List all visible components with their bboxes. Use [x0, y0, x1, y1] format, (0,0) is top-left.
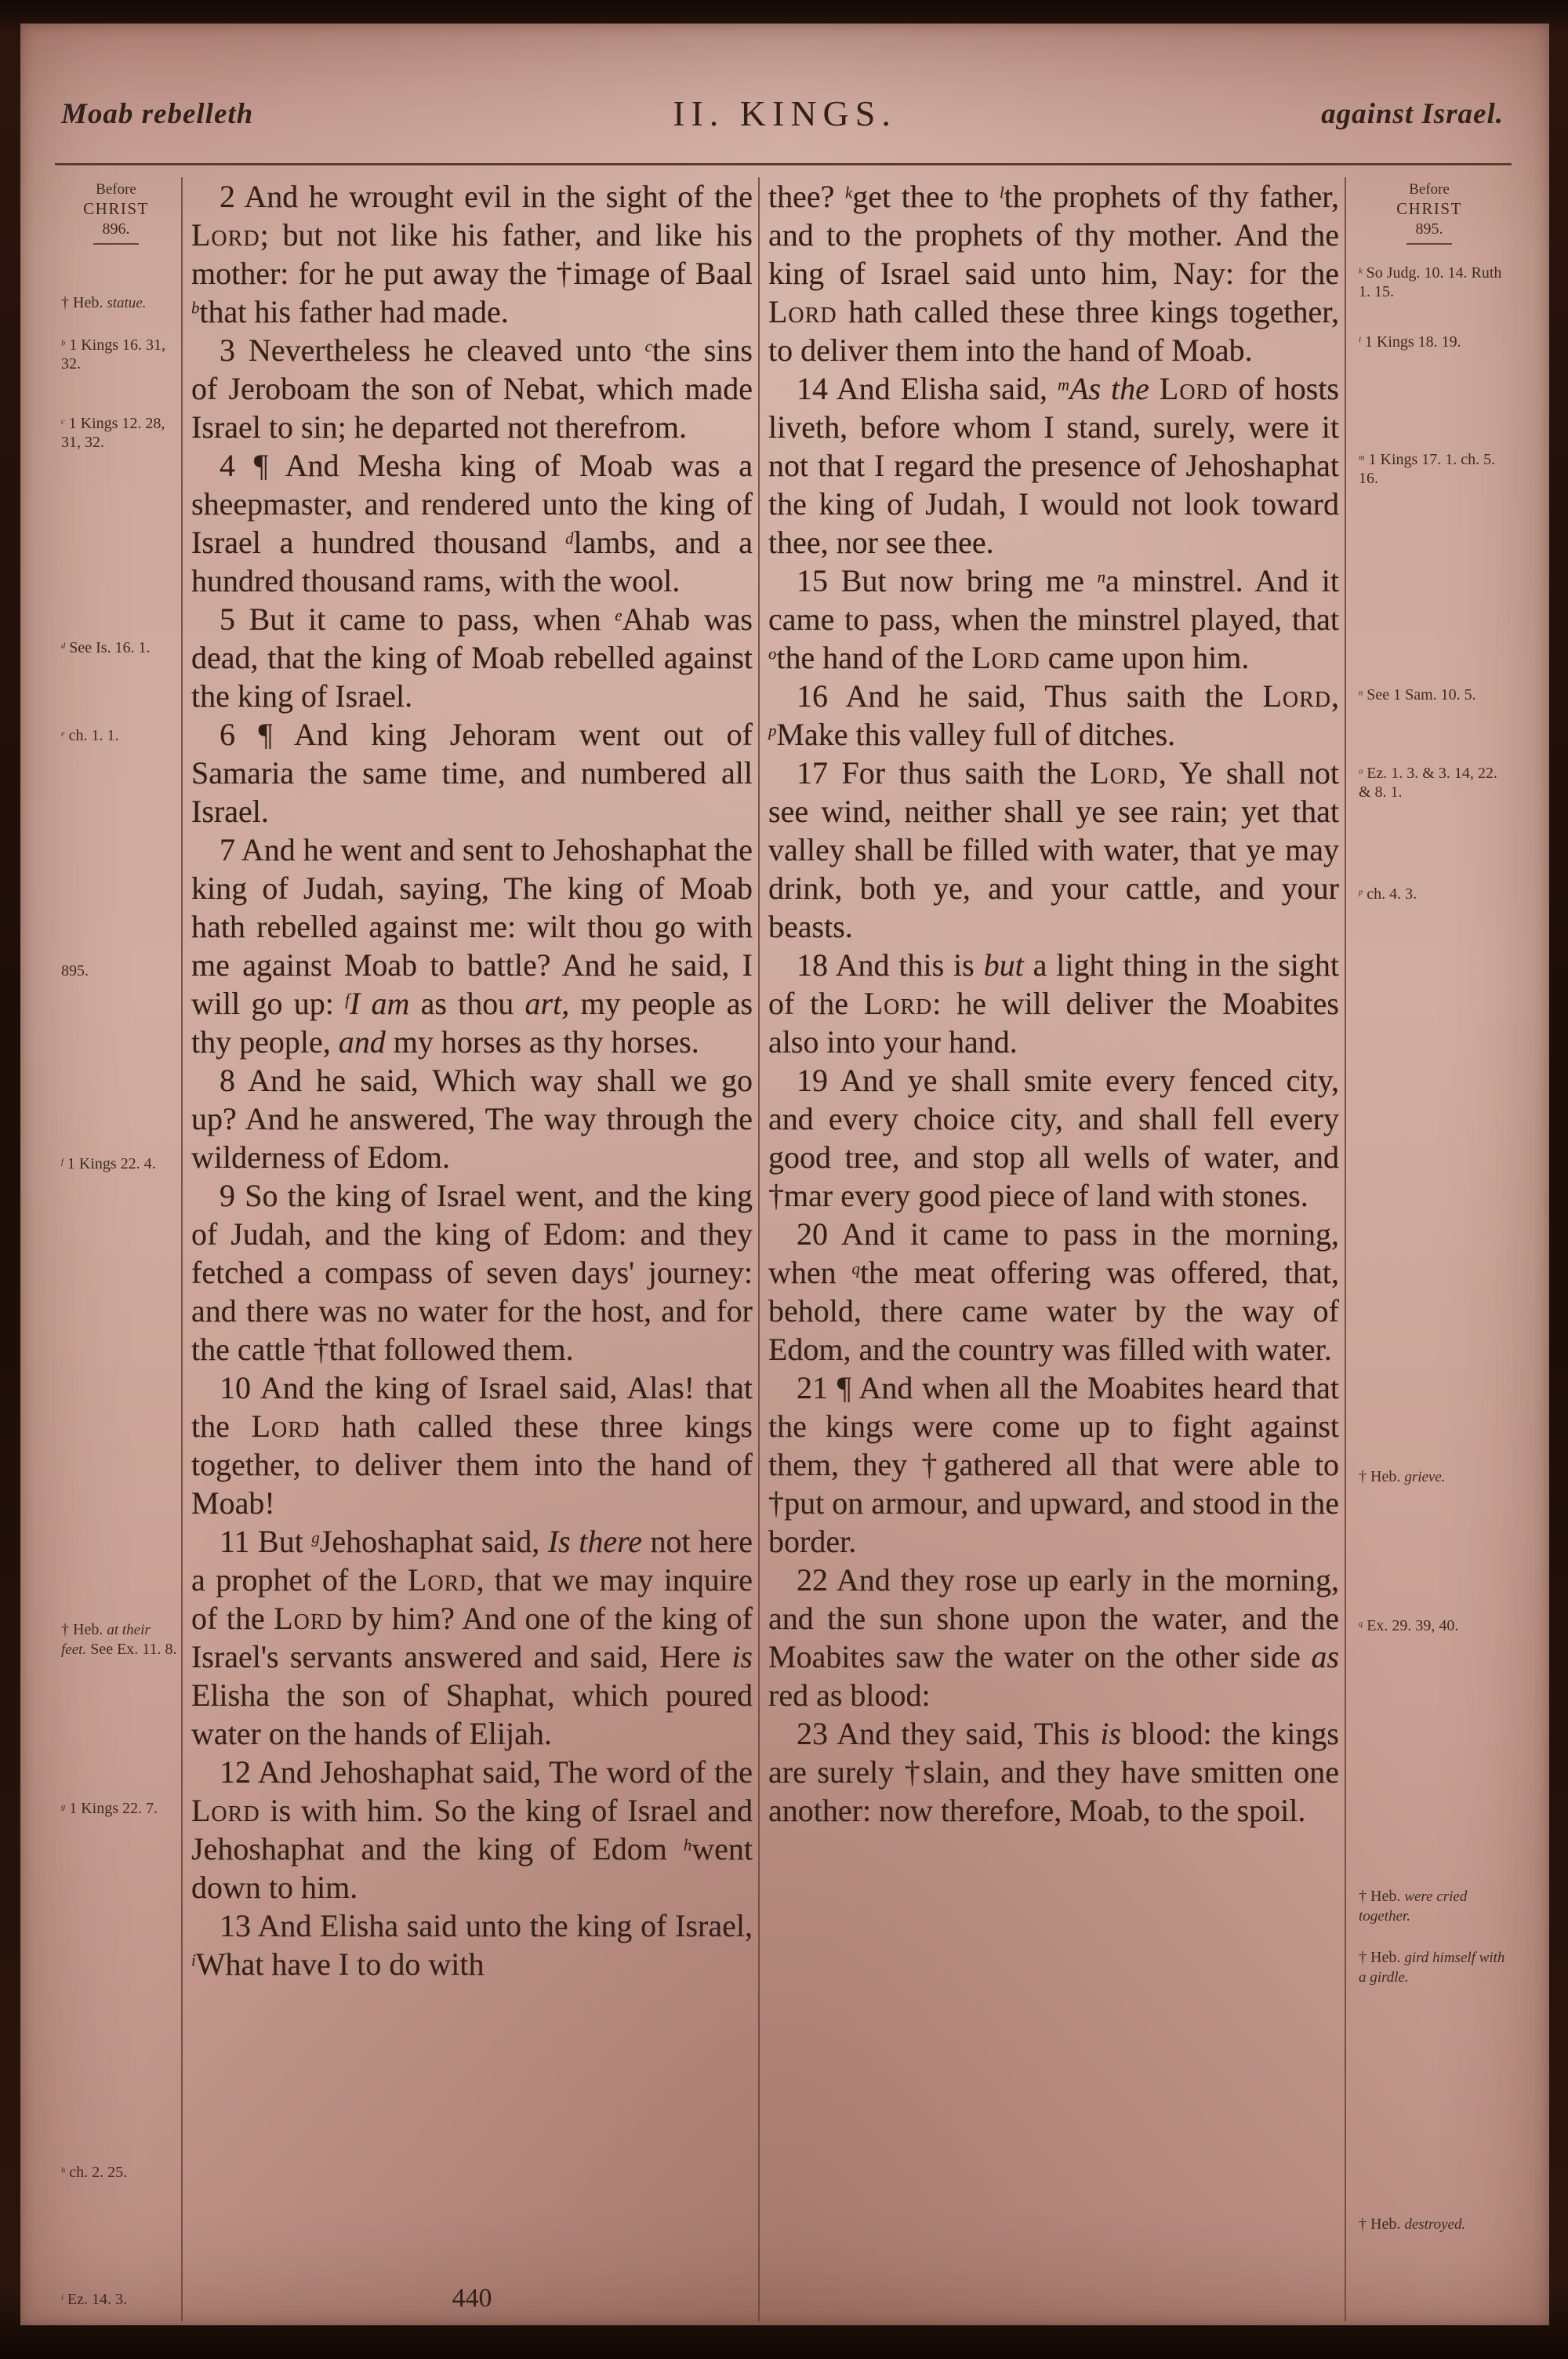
- verse-paragraph: 15 But now bring me $^n$a minstrel. And it came to pass, when the minstrel played, that $^o$the hand of the Lord came upon him.: [768, 563, 1339, 675]
- page-number: 440: [452, 2284, 492, 2313]
- margin-note: † Heb. grieve.: [1359, 1468, 1446, 1485]
- page-content: [20, 177, 1549, 2328]
- heading-rule: [93, 243, 139, 245]
- margin-note: $^l$ 1 Kings 18. 19.: [1359, 333, 1461, 351]
- verse-paragraph: 19 And ye shall smite every fenced city, and every choice city, and shall fell every good tree, and stop all wells of water, and †mar every good piece of land with stones.: [768, 1063, 1339, 1213]
- before-christ-heading-left: [55, 177, 177, 245]
- left-margin-column: [55, 177, 177, 2328]
- verse-paragraph: 5 But it came to pass, when $^e$Ahab was dead, that the king of Moab rebelled against the king of Israel.: [191, 602, 753, 714]
- verse-paragraph: 2 And he wrought evil in the sight of the Lord; but not like his father, and like his mother: for he put away the †image of Baal $^b$that his father had made.: [191, 179, 753, 329]
- verse-paragraph: 8 And he said, Which way shall we go up? And he answered, The way through the wilderness of Edom.: [191, 1063, 753, 1175]
- text-column-right: [768, 177, 1339, 1830]
- margin-note: $^i$ Ez. 14. 3.: [61, 2291, 127, 2308]
- running-head: [20, 93, 1549, 147]
- verse-paragraph: 12 And Jehoshaphat said, The word of the Lord is with him. So the king of Israel and Jehoshaphat and the king of Edom $^h$went down to him.: [191, 1754, 753, 1905]
- margin-note: † Heb. at their feet. See Ex. 11. 8.: [61, 1621, 177, 1658]
- verse-paragraph: 20 And it came to pass in the morning, when $^q$the meat offering was offered, that, behold, there came water by the way of Edom, and the country was filled with water.: [768, 1216, 1340, 1367]
- heading-rule: [1406, 243, 1452, 245]
- margin-note: $^m$ 1 Kings 17. 1. ch. 5. 16.: [1359, 451, 1496, 487]
- heading-line: 895.: [1415, 220, 1443, 238]
- verse-paragraph: 21 ¶ And when all the Moabites heard that the kings were come up to fight against them, they †gathered all that were able to †put on armour, and upward, and stood in the border.: [768, 1370, 1339, 1559]
- margin-note: $^n$ See 1 Sam. 10. 5.: [1359, 686, 1476, 703]
- margin-note: † Heb. were cried together.: [1359, 1888, 1468, 1925]
- margin-note: † Heb. gird himself with a girdle.: [1359, 1949, 1505, 1986]
- margin-note: $^e$ ch. 1. 1.: [61, 727, 119, 744]
- verse-paragraph: 6 ¶ And king Jehoram went out of Samaria the same time, and numbered all Israel.: [191, 717, 753, 829]
- verse-paragraph: 9 So the king of Israel went, and the king of Judah, and the king of Edom: and they fetched a compass of seven days' journey: and there was no water for the host, and for the cattle †that followed them.: [191, 1178, 753, 1367]
- right-margin-column: [1352, 177, 1506, 2328]
- margin-note: $^q$ Ex. 29. 39, 40.: [1359, 1617, 1459, 1634]
- verse-paragraph: 10 And the king of Israel said, Alas! that the Lord hath called these three kings together, to deliver them into the hand of Moab!: [191, 1370, 753, 1521]
- margin-note: $^f$ 1 Kings 22. 4.: [61, 1155, 156, 1172]
- heading-line: Before: [96, 181, 136, 198]
- verse-paragraph: 16 And he said, Thus saith the Lord, $^p$Make this valley full of ditches.: [768, 678, 1339, 752]
- verse-paragraph: 22 And they rose up early in the morning, and the sun shone upon the water, and the Moabites saw the water on the other side as red as blood:: [768, 1562, 1339, 1713]
- margin-note: † Heb. statue.: [61, 294, 147, 311]
- margin-note: $^d$ See Is. 16. 1.: [61, 639, 151, 656]
- verse-paragraph: 23 And they said, This is blood: the kings are surely †slain, and they have smitten one another: now therefore, Moab, to the spoil.: [768, 1716, 1339, 1828]
- running-head-left: Moab rebelleth: [61, 98, 254, 130]
- header-rule: [55, 163, 1512, 165]
- column-rule-center: [758, 177, 760, 2321]
- margin-note: † Heb. destroyed.: [1359, 2215, 1466, 2233]
- verse-paragraph: 18 And this is but a light thing in the sight of the Lord: he will deliver the Moabites also into your hand.: [768, 947, 1340, 1060]
- heading-line: 896.: [102, 220, 130, 238]
- verse-paragraph: 3 Nevertheless he cleaved unto $^c$the sins of Jeroboam the son of Nebat, which made Israel to sin; he departed not therefrom.: [191, 333, 753, 445]
- scanned-bible-page: [20, 24, 1549, 2325]
- verse-paragraph: 13 And Elisha said unto the king of Israel, $^i$What have I to do with: [191, 1908, 753, 1982]
- heading-line: Before: [1409, 181, 1450, 198]
- verse-paragraph: 7 And he went and sent to Jehoshaphat the king of Judah, saying, The king of Moab hath rebelled against me: wilt thou go with me against Moab to battle? And he said, I will go up: $^f$I am as thou art, my people as thy people, and my horses as thy horses.: [191, 832, 753, 1060]
- margin-note: $^o$ Ez. 1. 3. & 3. 14, 22. & 8. 1.: [1359, 765, 1497, 801]
- margin-note: $^p$ ch. 4. 3.: [1359, 885, 1417, 903]
- verse-paragraph: 14 And Elisha said, $^m$As the Lord of hosts liveth, before whom I stand, surely, were it not that I regard the presence of Jehoshaphat the king of Judah, I would not look toward thee, nor see thee.: [768, 371, 1339, 560]
- margin-note: $^k$ So Judg. 10. 14. Ruth 1. 15.: [1359, 264, 1502, 300]
- running-head-right: against Israel.: [1321, 98, 1504, 130]
- verse-paragraph: 11 But $^g$Jehoshaphat said, Is there not here a prophet of the Lord, that we may inquire of the Lord by him? And one of the king of Israel's servants answered and said, Here is Elisha the son of Shaphat, which poured water on the hands of Elijah.: [191, 1524, 753, 1751]
- column-rule-right: [1345, 177, 1346, 2321]
- running-head-title: II. KINGS.: [673, 93, 897, 133]
- column-rule-left: [181, 177, 183, 2321]
- margin-note: $^b$ 1 Kings 16. 31, 32.: [61, 336, 165, 373]
- verse-paragraph: thee? $^k$get thee to $^l$the prophets of thy father, and to the prophets of thy mother. And the king of Israel said unto him, Nay: for the Lord hath called these three kings together, to deliver them into the hand of Moab.: [768, 179, 1340, 368]
- heading-line: CHRIST: [83, 199, 149, 218]
- heading-line: CHRIST: [1396, 199, 1462, 218]
- margin-note: $^c$ 1 Kings 12. 28, 31, 32.: [61, 415, 165, 451]
- text-column-left: [191, 177, 753, 1983]
- before-christ-heading-right: [1352, 177, 1506, 245]
- margin-note: $^g$ 1 Kings 22. 7.: [61, 1800, 158, 1817]
- verse-paragraph: 17 For thus saith the Lord, Ye shall not see wind, neither shall ye see rain; yet that valley shall be filled with water, that ye may drink, both ye, and your cattle, and your beasts.: [768, 755, 1339, 944]
- verse-paragraph: 4 ¶ And Mesha king of Moab was a sheepmaster, and rendered unto the king of Israel a hundred thousand $^d$lambs, and a hundred thousand rams, with the wool.: [191, 448, 753, 598]
- margin-note: $^h$ ch. 2. 25.: [61, 2164, 128, 2181]
- margin-note: 895.: [61, 962, 89, 980]
